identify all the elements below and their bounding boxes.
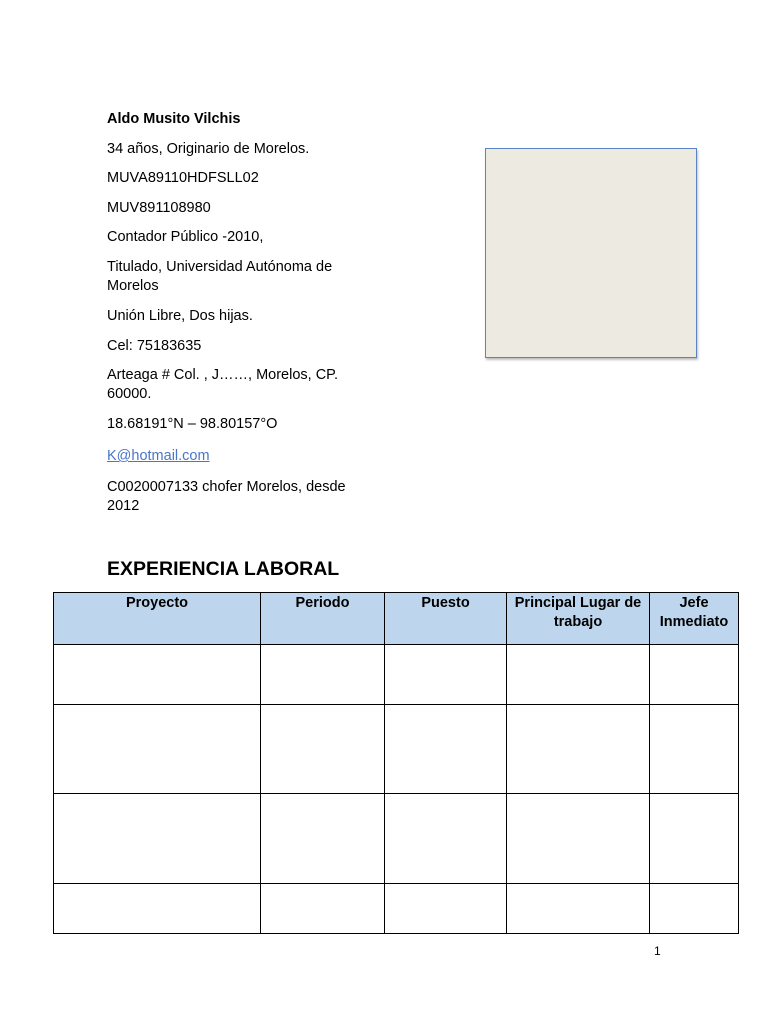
table-cell[interactable] [54, 705, 261, 794]
table-row [54, 794, 739, 884]
profession: Contador Público -2010, [107, 229, 264, 245]
table-cell[interactable] [54, 645, 261, 705]
table-cell[interactable] [650, 645, 739, 705]
address: Arteaga # Col. , J……, Morelos, CP. 60000. [107, 367, 339, 402]
phone: Cel: 75183635 [107, 338, 202, 354]
coordinates: 18.68191°N – 98.80157°O [107, 416, 278, 432]
curp: MUVA89110HDFSLL02 [107, 170, 259, 186]
table-cell[interactable] [261, 884, 385, 934]
table-row [54, 645, 739, 705]
table-cell[interactable] [54, 794, 261, 884]
header-jefe: Jefe Inmediato [650, 593, 739, 645]
age-origin: 34 años, Originario de Morelos. [107, 141, 310, 157]
header-puesto: Puesto [385, 593, 507, 645]
civil-status: Unión Libre, Dos hijas. [107, 308, 253, 324]
experience-table [53, 592, 739, 934]
photo-placeholder [485, 148, 697, 358]
page-number: 1 [654, 944, 661, 958]
table-cell[interactable] [385, 705, 507, 794]
person-name: Aldo Musito Vilchis [107, 111, 241, 127]
table-cell[interactable] [507, 884, 650, 934]
header-lugar: Principal Lugar de trabajo [507, 593, 650, 645]
table-cell[interactable] [385, 645, 507, 705]
table-cell[interactable] [385, 884, 507, 934]
table-cell[interactable] [650, 705, 739, 794]
email-paragraph [107, 447, 377, 466]
experience-title: EXPERIENCIA LABORAL [107, 558, 340, 580]
table-cell[interactable] [261, 705, 385, 794]
header-proyecto: Proyecto [54, 593, 261, 645]
degree: Titulado, Universidad Autónoma de Morelos [107, 259, 333, 294]
table-cell[interactable] [507, 705, 650, 794]
table-row [54, 884, 739, 934]
table-cell[interactable] [54, 884, 261, 934]
table-cell[interactable] [650, 884, 739, 934]
table-cell[interactable] [261, 794, 385, 884]
table-cell[interactable] [507, 794, 650, 884]
table-header-row [54, 593, 739, 645]
table-row [54, 705, 739, 794]
email-link[interactable]: K@hotmail.com [107, 448, 210, 464]
table-cell[interactable] [385, 794, 507, 884]
table-cell[interactable] [650, 794, 739, 884]
rfc: MUV891108980 [107, 200, 211, 216]
header-periodo: Periodo [261, 593, 385, 645]
table-cell[interactable] [261, 645, 385, 705]
driver-license: C0020007133 chofer Morelos, desde 2012 [107, 479, 346, 514]
table-cell[interactable] [507, 645, 650, 705]
